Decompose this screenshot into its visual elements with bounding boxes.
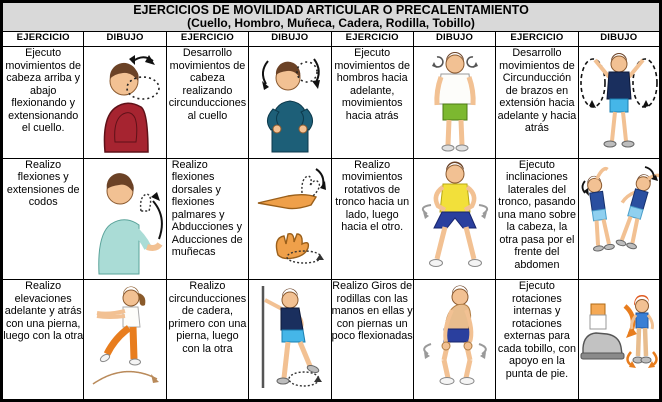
head-flexion-extension-illustration (85, 47, 165, 154)
trunk-rotation-illustration (415, 159, 495, 276)
exercise-cell: Realizo flexiones y extensiones de codos (2, 158, 84, 280)
dibujo-cell (84, 47, 166, 159)
exercise-cell: Ejecuto rotaciones internas y rotaciones externas para cada tobillo, con apoyo en la punta de pie. (496, 280, 578, 401)
dibujo-cell (249, 158, 331, 280)
column-header-ejercicio-2: EJERCICIO (166, 32, 248, 47)
column-header-dibujo-3: DIBUJO (413, 32, 495, 47)
table-title-block (2, 2, 661, 32)
dibujo-cell (84, 280, 166, 401)
shoulder-forward-backward-illustration (415, 47, 495, 154)
table-row (2, 158, 661, 280)
arm-circumduction-illustration (579, 47, 659, 154)
dibujo-cell (413, 47, 495, 159)
elbow-flexion-extension-illustration (85, 159, 165, 276)
dibujo-cell (84, 158, 166, 280)
table-row (2, 47, 661, 159)
trunk-lateral-inclination-illustration (579, 159, 659, 276)
page-subtitle: (Cuello, Hombro, Muñeca, Cadera, Rodilla, Tobillo) (187, 16, 475, 31)
ankle-rotation-illustration (579, 280, 659, 396)
hip-circumduction-illustration (250, 280, 330, 396)
dibujo-cell (578, 47, 660, 159)
dibujo-cell (249, 280, 331, 401)
leg-elevation-illustration (85, 280, 165, 396)
wrist-flexion-abduction-illustration (250, 159, 330, 276)
column-header-ejercicio-3: EJERCICIO (331, 32, 413, 47)
exercise-cell: Desarrollo movimientos de Circunducción de brazos en extensión hacia adelante y hacia atrás (496, 47, 578, 159)
exercise-cell: Realizo movimientos rotativos de tronco hacia un lado, luego hacia el otro. (331, 158, 413, 280)
neck-circumduction-illustration (250, 47, 330, 154)
column-header-dibujo-4: DIBUJO (578, 32, 660, 47)
column-header-ejercicio-1: EJERCICIO (2, 32, 84, 47)
dibujo-cell (413, 158, 495, 280)
dibujo-cell (578, 158, 660, 280)
exercise-cell: Realizo elevaciones adelante y atrás con una pierna, luego con la otra (2, 280, 84, 401)
exercise-cell: Ejecuto movimientos de hombros hacia adelante, movimientos hacia atrás (331, 47, 413, 159)
exercise-cell: Realizo flexiones dorsales y flexiones palmares y Abducciones y Aducciones de muñecas (166, 158, 248, 280)
column-header-ejercicio-4: EJERCICIO (496, 32, 578, 47)
exercise-cell: Desarrollo movimientos de cabeza realizando circunducciones al cuello (166, 47, 248, 159)
dibujo-cell (578, 280, 660, 401)
column-header-dibujo-2: DIBUJO (249, 32, 331, 47)
page-title: EJERCICIOS DE MOVILIDAD ARTICULAR O PRECALENTAMIENTO (133, 3, 529, 17)
dibujo-cell (249, 47, 331, 159)
exercise-cell: Realizo circunducciones de cadera, primero con una pierna, luego con la otra (166, 280, 248, 401)
table-row (2, 280, 661, 401)
exercise-cell: Ejecuto movimientos de cabeza arriba y abajo flexionando y extensionando el cuello. (2, 47, 84, 159)
column-header-row (2, 32, 661, 47)
exercise-cell: Ejecuto inclinaciones laterales del tronco, pasando una mano sobre la cabeza, la otra pasa por el frente del abdomen (496, 158, 578, 280)
dibujo-cell (413, 280, 495, 401)
title-row (2, 2, 661, 32)
exercise-cell: Realizo Giros de rodillas con las manos en ellas y con piernas un poco flexionadas (331, 280, 413, 401)
column-header-dibujo-1: DIBUJO (84, 32, 166, 47)
knee-rotation-illustration (415, 280, 495, 396)
